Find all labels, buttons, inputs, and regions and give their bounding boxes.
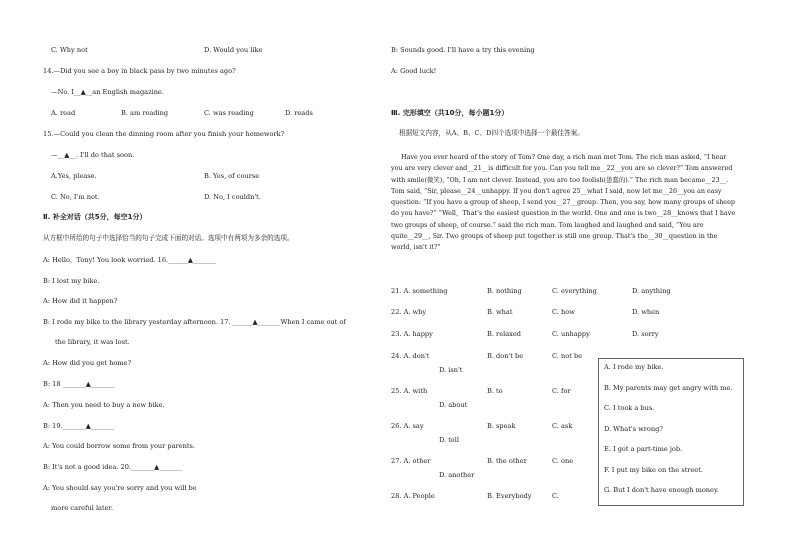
dialogue-line: B: 18 _______▲_______ [43,380,114,388]
dialogue-line: B: It's not a good idea. 20._______▲_______ [43,463,183,471]
section3-title: Ⅲ. 完形填空（共10分，每小题1分） [391,109,509,117]
section2-instructions: 从方框中所给的句子中选择恰当的句子完成下面的对话。选项中有两项为多余的选项。 [43,234,294,242]
choice-26-d: D. tell [439,436,460,444]
option-item: D. What's wrong? [604,424,663,433]
choice-22-c: C. how [552,308,575,316]
option-item: C. I took a bus. [604,404,655,412]
q14-option-b: B. am reading [121,109,169,117]
choice-25-a: 25. A. with [391,387,428,395]
dialogue-line: B: I lost my bike. [43,277,100,285]
q14-question: 14.—Did you see a boy in black pass by two minutes ago? [43,67,236,75]
dialogue-line-continued: the library, it was lost. [55,338,130,346]
choice-27-b: B. the other [487,457,527,465]
choice-21-b: B. nothing [487,287,522,295]
choice-28-a: 28. A. People [391,492,435,500]
q15-option-a: A.Yes, please. [51,172,97,180]
choice-23-d: D. sorry [632,330,659,338]
choice-21-c: C. everything [552,287,597,295]
choice-24-c: C. not be [552,352,583,360]
option-item: G. But I don't have enough money. [604,486,719,494]
q15-question: 15.—Could you clean the dinning room after you finish your homework? [43,130,285,138]
choice-28-c: C. [552,492,559,500]
choice-24-a: 24. A. don't [391,352,430,360]
dialogue-line: A: How did you get home? [43,359,131,367]
cloze-passage-text: Have you ever heard of the story of Tom? One day, a rich man met Tom. The rich man asked, “I hear you are very clever and__21__is difficult for you. Can you tell me__22__you are so clever?” Tom answered with smile(微笑), “Oh, I am not clever. Instead, you are too foolish(愚蠢的).” The rich man became__23__. Tom said, “Sir, please__24__unhappy. If you don't agree 25__what I said, now let me__26__you an easy question: “If you have a group of sheep, I send you__27__group. Then, you say, how many groups of sheep do you have?” “Well，That's the easiest question in the world. One and one is two__28__knows that I have two groups of sheep, of course.” said the rich man. Tom laughed and laughed and said, “You are quite__29__, Sir. Two groups of sheep put together is still one group. That's the__30__question in the world, isn't it?” [391,153,736,252]
dialogue-line-continued: more careful later. [51,504,114,512]
q15-option-d: D. No, I couldn't. [204,193,261,201]
choice-24-b: B. don't be [487,352,524,360]
dialogue-a-line: A: Good luck! [391,67,437,75]
dialogue-line: A: You should say you're sorry and you will be [43,484,197,492]
choice-27-a: 27. A. other [391,457,431,465]
q14-reply: —No. I__▲__an English magazine. [51,88,164,96]
dialogue-options-box [598,358,744,506]
choice-23-c: C. unhappy [552,330,590,338]
choice-25-b: B. to [487,387,503,395]
option-item: F. I put my bike on the street. [604,465,703,474]
q15-option-b: B. Yes, of course [204,172,260,180]
choice-28-b: B. Everybody [487,492,532,500]
cloze-passage [391,152,737,254]
choice-25-d: D. about [439,401,468,409]
choice-26-b: B. speak [487,422,516,430]
choice-22-a: 22. A. why [391,308,427,316]
dialogue-b-line: B: Sounds good. I'll have a try this evening [391,46,535,54]
choice-21-a: 21. A. something [391,287,448,295]
q14-option-d: D. reads [285,109,313,117]
option-item: A. I rode my bike. [604,363,664,371]
choice-25-c: C. for [552,387,571,395]
choice-27-d: D. another [439,471,475,479]
choice-24-d: D. isn't [439,366,463,374]
choice-26-a: 26. A. say [391,422,424,430]
q14-option-c: C. was reading [204,109,254,117]
choice-21-d: D. anything [632,287,671,295]
choice-22-d: D. when [632,308,660,316]
choice-23-a: 23. A. happy [391,330,433,338]
dialogue-line: B: 19._______▲_______ [43,422,114,430]
q15-option-c: C. No, I'm not. [51,193,100,201]
dialogue-line: A: How did it happen? [43,297,118,305]
choice-27-c: C. one [552,457,574,465]
dialogue-line: A: You could borrow some from your parents. [43,442,195,450]
option-item: B. My parents may get angry with me. [604,383,733,392]
dialogue-line: A: Then you need to buy a new bike. [43,401,165,409]
choice-26-c: C. ask [552,422,573,430]
dialogue-line: A: Hello，Tony! You look worried. 16.______▲_______ [43,256,217,264]
q14-option-a: A. read [51,109,76,117]
option-item: E. I got a part-time job. [604,445,683,453]
q15-reply: —__▲__. I'll do that soon. [51,151,135,159]
choice-23-b: B. relaxed [487,330,521,338]
q13-option-d: D. Would you like [204,46,263,54]
section2-title: Ⅱ. 补全对话（共5分，每空1分） [43,213,147,221]
dialogue-line: B: I rode my bike to the library yesterday afternoon. 17. ______▲_______When I came out of [43,318,346,326]
section3-instructions: 根据短文内容，从A、B、C、D四个选项中选择一个最佳答案。 [399,129,584,137]
choice-22-b: B. what [487,308,513,316]
q13-option-c: C. Why not [51,46,88,54]
